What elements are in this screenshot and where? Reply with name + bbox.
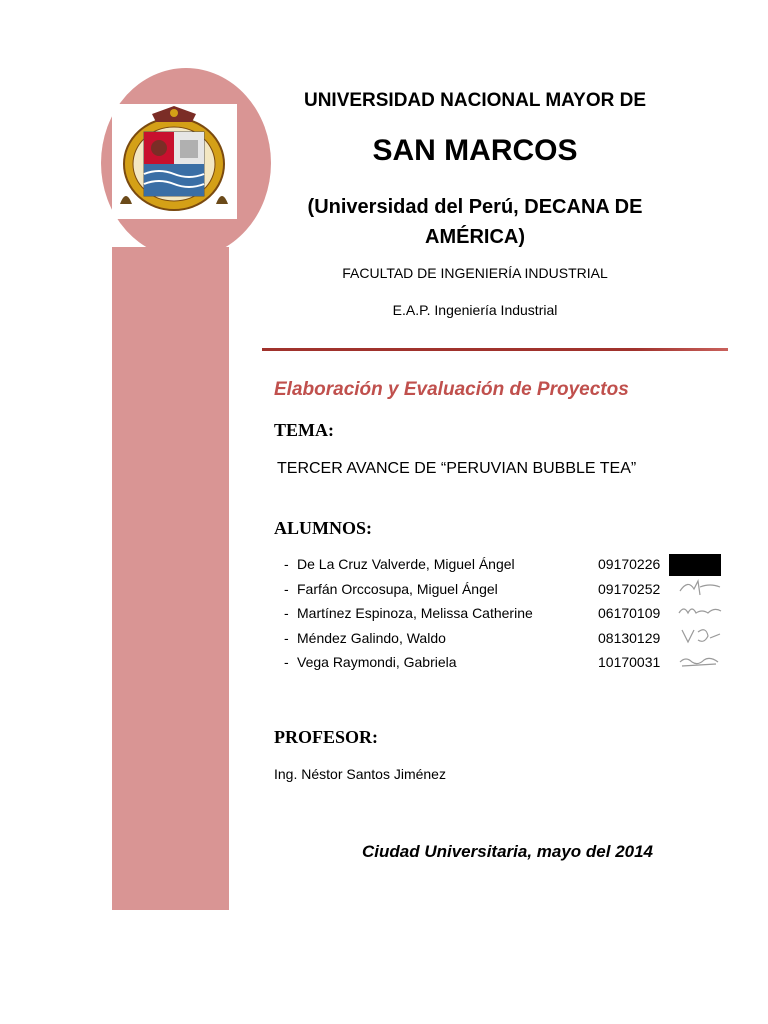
signature-icon	[676, 575, 724, 599]
student-row	[284, 605, 734, 630]
student-code: 06170109	[598, 605, 661, 621]
student-code: 09170252	[598, 580, 661, 597]
student-list	[284, 556, 734, 679]
university-subtitle: (Universidad del Perú, DECANA DE AMÉRICA)	[307, 196, 643, 248]
school-name: E.A.P. Ingeniería Industrial	[392, 302, 558, 318]
student-row	[284, 630, 734, 655]
list-bullet: -	[284, 654, 289, 670]
profesor-name: Ing. Néstor Santos Jiménez	[274, 766, 446, 782]
student-row	[284, 556, 734, 581]
profesor-label: PROFESOR:	[274, 727, 379, 747]
alumnos-label: ALUMNOS:	[274, 518, 372, 538]
course-title: Elaboración y Evaluación de Proyectos	[274, 379, 629, 400]
signature-icon	[676, 648, 724, 672]
redaction-box	[669, 554, 721, 576]
decorative-bar	[112, 247, 229, 910]
student-code: 08130129	[598, 629, 661, 646]
list-bullet: -	[284, 580, 289, 597]
signature-icon	[676, 624, 724, 648]
student-name: Méndez Galindo, Waldo	[297, 629, 446, 646]
university-name-line2: SAN MARCOS	[372, 134, 578, 167]
university-name-line1: UNIVERSIDAD NACIONAL MAYOR DE	[303, 90, 647, 111]
student-row	[284, 581, 734, 606]
list-bullet: -	[284, 605, 289, 621]
tema-text: TERCER AVANCE DE “PERUVIAN BUBBLE TEA”	[277, 460, 637, 477]
student-name: Vega Raymondi, Gabriela	[297, 654, 457, 670]
signature-icon	[676, 599, 724, 623]
faculty-name: FACULTAD DE INGENIERÍA INDUSTRIAL	[342, 265, 608, 281]
student-name: Farfán Orccosupa, Miguel Ángel	[297, 580, 498, 597]
university-seal-icon	[112, 104, 237, 219]
list-bullet: -	[284, 556, 289, 572]
footer-place-date: Ciudad Universitaria, mayo del 2014	[362, 842, 654, 861]
student-name: Martínez Espinoza, Melissa Catherine	[297, 605, 533, 621]
tema-label: TEMA:	[274, 420, 334, 440]
student-code: 09170226	[598, 556, 661, 572]
student-code: 10170031	[598, 654, 661, 670]
student-name: De La Cruz Valverde, Miguel Ángel	[297, 556, 515, 572]
student-row	[284, 654, 734, 679]
list-bullet: -	[284, 629, 289, 646]
divider-rule	[262, 348, 728, 351]
